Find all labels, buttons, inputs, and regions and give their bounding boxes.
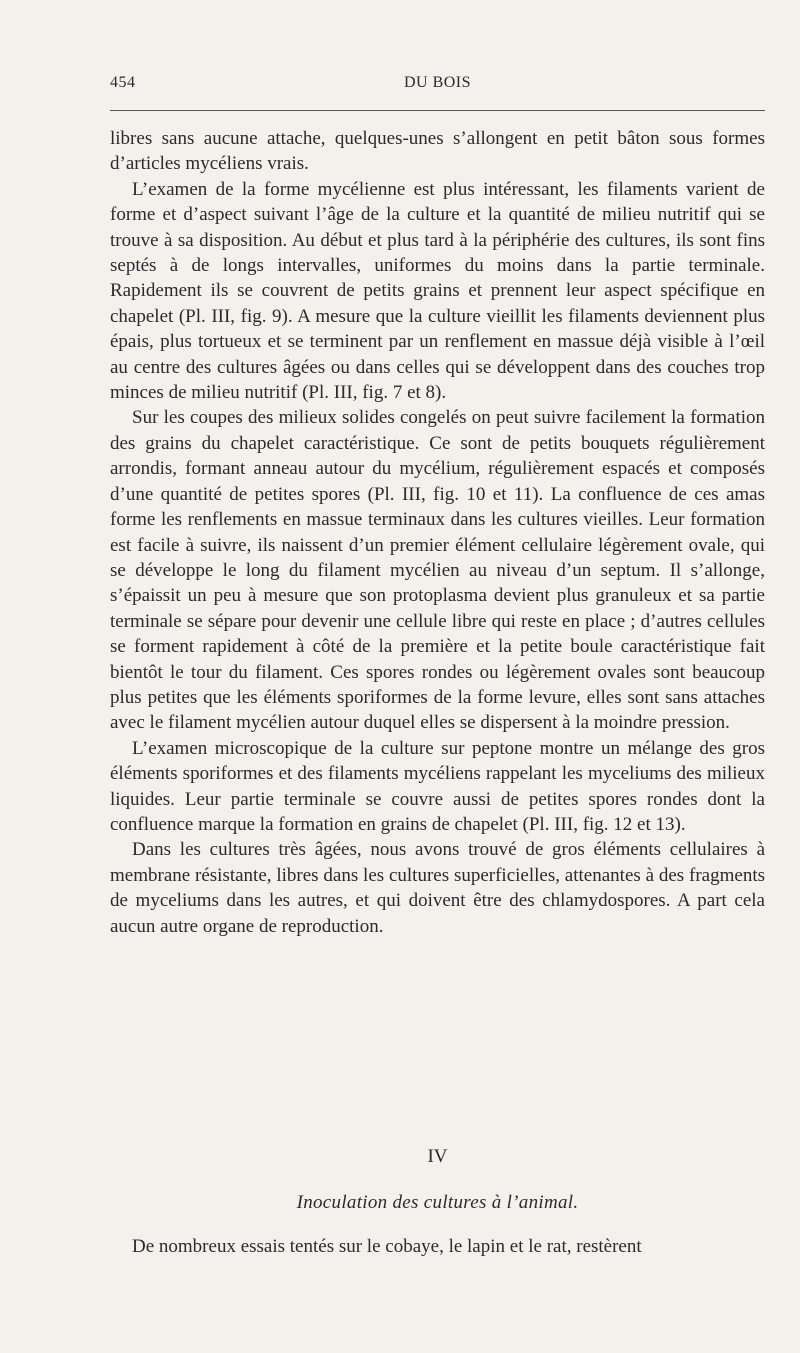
- paragraph-2: L’examen de la forme mycélienne est plus intéressant, les filaments varient de forme et d’aspect suivant l’âge de la culture et la quantité de milieu nutritif qui se trouve à sa disposition. Au début et plus tard à la périphérie des cultures, ils sont fins septés à de longs intervalles, uniformes du moins dans la partie terminale. Rapidement ils se couvrent de petits grains et prennent leur aspect spécifique en chapelet (Pl. III, fig. 9). A mesure que la culture vieillit les filaments deviennent plus épais, plus tortueux et se terminent par un renflement en massue déjà visible à l’œil au centre des cultures âgées ou dans celles qui se développent dans des couches trop minces de milieu nutritif (Pl. III, fig. 7 et 8).: [110, 178, 765, 404]
- running-title: DU BOIS: [403, 74, 472, 91]
- section-title: Inoculation des cultures à l’animal.: [296, 1192, 579, 1213]
- page-number: 454: [110, 74, 136, 91]
- section-number: IV: [427, 1146, 448, 1167]
- running-head: [110, 74, 765, 96]
- paragraph-3: Sur les coupes des milieux solides congelés on peut suivre facilement la formation des grains du chapelet caractéristique. Ce sont de petits bouquets régulièrement arrondis, formant anneau autour du mycélium, régulièrement espacés et composés d’une quantité de petites spores (Pl. III, fig. 10 et 11). La confluence de ces amas forme les renflements en massue terminaux dans les cultures vieilles. Leur formation est facile à suivre, ils naissent d’un premier élément cellulaire légèrement ovale, qui se développe le long du filament mycélien au niveau d’un septum. Il s’allonge, s’épaissit un peu à mesure que son protoplasma devient plus granuleux et sa partie terminale se sépare pour devenir une cellule libre qui reste en place ; d’autres cellules se forment rapidement à côté de la première et la petite boule caractéristique fait bientôt le tour du filament. Ces spores rondes ou légèrement ovales sont beaucoup plus petites que les éléments sporiformes de la forme levure, elles sont sans attaches avec le filament mycélien autour duquel elles se dispersent à la moindre pression.: [110, 407, 765, 734]
- body-text: [110, 126, 765, 939]
- paragraph-4: L’examen microscopique de la culture sur peptone montre un mélange des gros éléments sporiformes et des filaments mycéliens rappelant les myceliums des milieux liquides. Leur partie terminale se couvre aussi de petites spores rondes dont la confluence marque la formation en grains de chapelet (Pl. III, fig. 12 et 13).: [110, 737, 765, 835]
- final-paragraph: De nombreux essais tentés sur le cobaye, le lapin et le rat, restèrent: [132, 1236, 642, 1257]
- paragraph-1: libres sans aucune attache, quelques-unes s’allongent en petit bâton sous formes d’articles mycéliens vrais.: [110, 128, 765, 175]
- paragraph-5: Dans les cultures très âgées, nous avons trouvé de gros éléments cellulaires à membrane résistante, libres dans les cultures superficielles, attenantes à des fragments de myceliums dans les autres, et qui doivent être des chlamydospores. A part cela aucun autre organe de reproduction.: [110, 839, 765, 937]
- header-rule: [110, 110, 765, 111]
